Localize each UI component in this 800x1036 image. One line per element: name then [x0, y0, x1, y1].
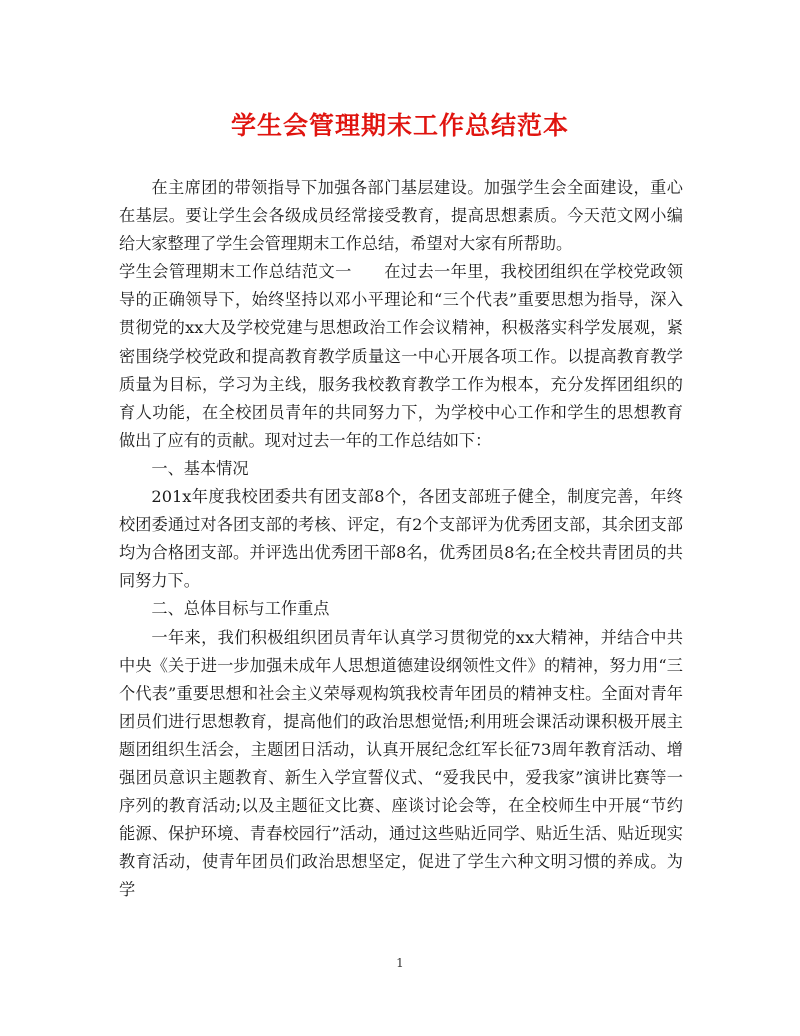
page-number: 1	[396, 956, 404, 970]
basic-situation-paragraph: 201x年度我校团委共有团支部8个，各团支部班子健全，制度完善，年终校团委通过对各团支部的考核、评定，有2个支部评为优秀团支部，其余团支部均为合格团支部。并评选出优秀团干部8名，优秀团员8名;在全校共青团员的共同努力下。	[119, 487, 683, 591]
document-body	[119, 174, 683, 904]
intro-paragraph: 在主席团的带领指导下加强各部门基层建设。加强学生会全面建设，重心在基层。要让学生会各级成员经常接受教育，提高思想素质。今天范文网小编给大家整理了学生会管理期末工作总结，希望对大家有所帮助。	[119, 178, 683, 254]
overall-goals-paragraph: 一年来，我们积极组织团员青年认真学习贯彻党的xx大精神，并结合中共中央《关于进一步加强未成年人思想道德建设纲领性文件》的精神，努力用“三个代表”重要思想和社会主义荣辱观构筑我校青年团员的精神支柱。全面对青年团员们进行思想教育，提高他们的政治思想觉悟;利用班会课活动课积极开展主题团组织生活会，主题团日活动，认真开展纪念红军长征73周年教育活动、增强团员意识主题教育、新生入学宣誓仪式、“爱我民中，爱我家”演讲比赛等一序列的教育活动;以及主题征文比赛、座谈讨论会等，在全校师生中开展“节约能源、保护环境、青春校园行”活动，通过这些贴近同学、贴近生活、贴近现实教育活动，使青年团员们政治思想坚定，促进了学生六种文明习惯的养成。为学	[119, 627, 683, 900]
page-title: 学生会管理期末工作总结范本	[230, 111, 569, 140]
section-one-paragraph	[119, 258, 683, 455]
section-one-text: 在过去一年里，我校团组织在学校党政领导的正确领导下，始终坚持以邓小平理论和“三个代表”重要思想为指导，深入贯彻党的xx大及学校党建与思想政治工作会议精神，积极落实科学发展观，紧密围绕学校党政和提高教育教学质量这一中心开展各项工作。以提高教育教学质量为目标，学习为主线，服务我校教育教学工作为根本，充分发挥团组织的育人功能，在全校团员青年的共同努力下，为学校中心工作和学生的思想教育做出了应有的贡献。现对过去一年的工作总结如下：	[119, 262, 683, 450]
heading-basic-situation: 一、基本情况	[151, 458, 249, 478]
section-one-label: 学生会管理期末工作总结范文一	[119, 262, 352, 282]
heading-overall-goals: 二、总体目标与工作重点	[151, 599, 330, 619]
